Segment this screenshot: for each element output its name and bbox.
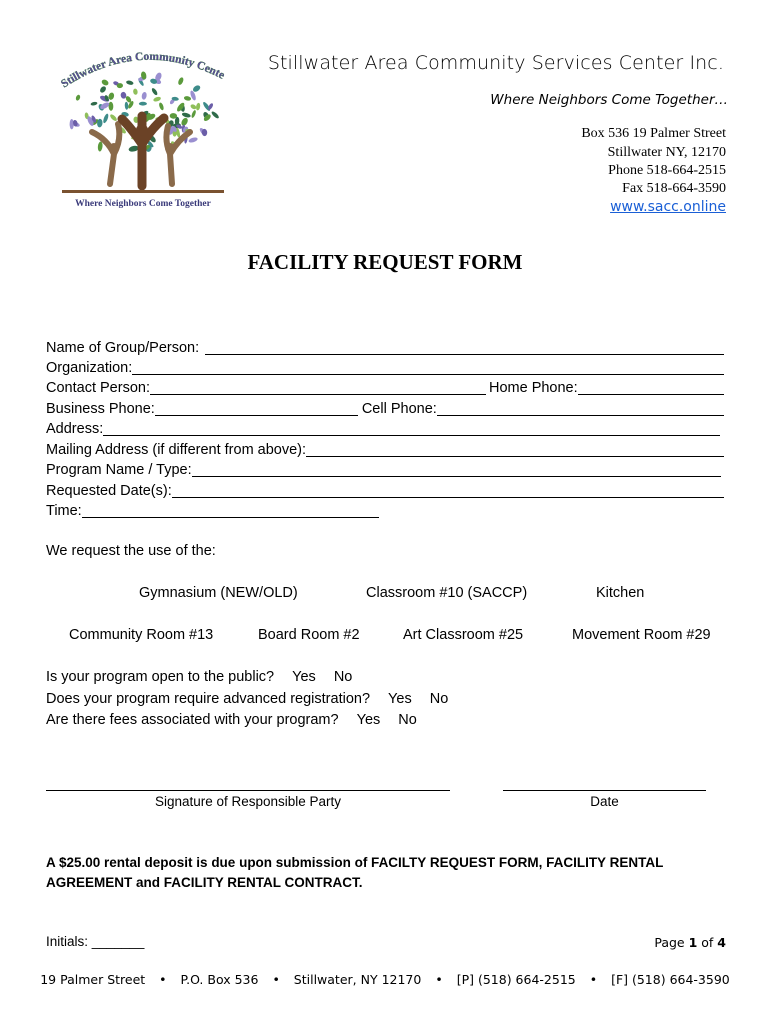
address-label: Address: [46,421,104,437]
page-prefix: Page [654,935,689,950]
cell-phone-label: Cell Phone: [361,401,437,417]
time-field[interactable] [82,503,379,518]
answer-no[interactable]: No [333,669,353,685]
leaf-shape [108,102,113,111]
question-text: Is your program open to the public? [46,669,275,685]
leaf-shape [141,92,147,101]
organization-logo [52,44,232,214]
address-line-phone: Phone 518-664-2515 [608,163,726,178]
group-person-row [46,338,724,357]
business-phone-label: Business Phone: [46,401,155,417]
form-title: FACILITY REQUEST FORM [247,250,523,274]
tree-logo-graphic [52,44,232,214]
deposit-notice: A $25.00 rental deposit is due upon submission of FACILTY REQUEST FORM, FACILITY RENTAL AGREEMENT and FACILITY RENTAL CONTRACT. [46,855,664,890]
footer-street: 19 Palmer Street [40,972,146,987]
contact-row [46,378,724,397]
requested-dates-row [46,481,724,500]
answer-yes[interactable]: Yes [292,669,316,685]
organization-label: Organization: [46,360,133,376]
leaf-shape [139,102,147,106]
requested-dates-label: Requested Date(s): [46,483,172,499]
leaf-shape [158,102,164,111]
organization-row [46,358,724,377]
leaf-shape [195,103,200,111]
request-intro: We request the use of the: [46,543,216,559]
room-option-kitchen[interactable]: Kitchen [596,585,645,601]
address-row [46,419,720,438]
contact-person-field[interactable] [150,380,486,395]
room-option-gymnasium[interactable]: Gymnasium (NEW/OLD) [139,585,298,601]
leaf-shape [188,137,198,144]
leaf-shape [120,91,127,99]
answer-no[interactable]: No [398,712,417,728]
question-open-to-public [46,669,352,685]
mailing-address-row [46,440,724,459]
website-link[interactable]: www.sacc.online [610,199,726,215]
question-text: Are there fees associated with your program? [46,712,339,728]
group-person-label: Name of Group/Person: [46,340,200,356]
leaf-shape [90,101,97,106]
room-option-classroom-10[interactable]: Classroom #10 (SACCP) [366,585,528,601]
home-phone-label: Home Phone: [488,380,578,396]
question-fees [46,712,417,728]
cell-phone-field[interactable] [437,401,724,416]
leaf-shape [126,80,134,86]
signature-line[interactable] [46,790,450,791]
footer-separator: • [159,972,167,987]
leaf-shape [153,96,162,103]
question-text: Does your program require advanced registration? [46,691,371,707]
room-option-board-room[interactable]: Board Room #2 [258,627,360,643]
initials-field[interactable]: Initials: _______ [46,934,145,949]
date-line[interactable] [503,790,706,791]
program-name-field[interactable] [192,462,721,477]
leaf-shape [151,87,159,96]
leaf-shape [70,119,74,129]
logo-arc-text: Stillwater Area Community Cente [59,50,227,91]
address-field[interactable] [103,421,720,436]
program-name-row [46,460,721,479]
footer-separator: • [435,972,443,987]
leaf-shape [102,113,109,124]
business-phone-field[interactable] [155,401,358,416]
leaf-shape [184,95,192,101]
leaf-shape [125,102,129,110]
room-option-community-room[interactable]: Community Room #13 [69,627,214,643]
footer-city: Stillwater, NY 12170 [293,972,422,987]
page-number: 1 [688,935,698,950]
footer-po-box: P.O. Box 536 [180,972,259,987]
leaf-shape [177,77,184,86]
room-option-movement-room[interactable]: Movement Room #29 [572,627,711,643]
footer-separator: • [589,972,598,987]
signature-label: Signature of Responsible Party [154,794,342,809]
leaf-shape [191,110,197,119]
question-advanced-registration [46,691,448,707]
room-option-art-classroom[interactable]: Art Classroom #25 [403,627,524,643]
page-of: of [697,935,718,950]
address-line-city: Stillwater NY, 12170 [607,145,726,160]
leaf-shape [133,88,138,95]
requested-dates-field[interactable] [172,483,724,498]
organization-tagline: Where Neighbors Come Together… [490,92,728,108]
date-label: Date [590,794,619,809]
organization-field[interactable] [132,360,724,375]
leaf-shape [101,78,110,86]
contact-person-label: Contact Person: [46,380,150,396]
page-indicator [654,935,726,950]
footer-separator: • [272,972,280,987]
leaf-shape [190,103,197,110]
leaf-shape [211,110,220,119]
leaf-shape [97,141,103,151]
program-name-label: Program Name / Type: [46,462,192,478]
page-footer [0,972,770,987]
answer-yes[interactable]: Yes [388,691,412,707]
answer-yes[interactable]: Yes [356,712,381,728]
footer-phone: [P] (518) 664-2515 [456,972,576,987]
logo-banner-text: Where Neighbors Come Together [75,199,211,209]
group-person-field[interactable] [205,340,724,355]
page-total: 4 [717,935,726,950]
mailing-address-field[interactable] [306,442,724,457]
organization-name: Stillwater Area Community Services Center Inc. [267,52,724,74]
leaf-shape [109,113,118,122]
home-phone-field[interactable] [578,380,724,395]
phones-row [46,399,724,418]
time-row [46,501,379,520]
leaf-shape [75,94,81,101]
time-label: Time: [46,503,82,519]
answer-no[interactable]: No [429,691,449,707]
mailing-address-label: Mailing Address (if different from above): [46,442,307,458]
address-line-po-box: Box 536 19 Palmer Street [581,126,726,141]
address-line-fax: Fax 518-664-3590 [622,181,726,196]
leaf-shape [181,112,191,119]
leaf-shape [99,85,107,94]
footer-fax: [F] (518) 664-3590 [611,972,730,987]
